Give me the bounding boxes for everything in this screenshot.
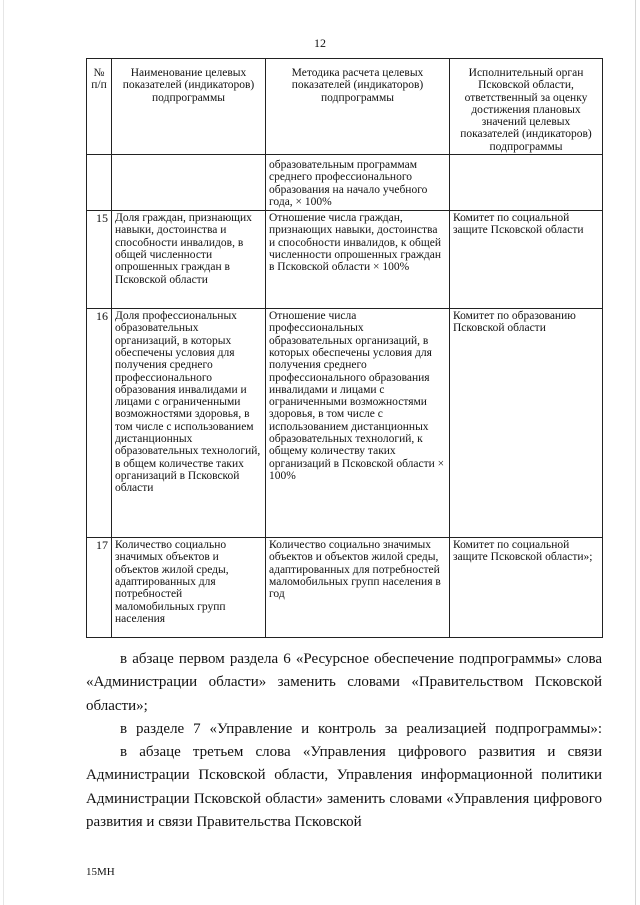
table-cell-method: образовательным программам среднего профессионального образования на начало учебного года, × 100% <box>266 155 450 211</box>
table-cell-name: Доля профессиональных образовательных организаций, в которых обеспечены условия для получения среднего профессионального образования инвалидами и лицами с ограниченными возможностями здоровья, в том числе с использованием дистанционных образовательных технологий, в общем количестве таких организаций в Псковской области <box>112 309 266 538</box>
scan-edge-left <box>3 0 4 905</box>
table-cell-num: 15 <box>87 211 112 309</box>
page-number: 12 <box>314 36 326 50</box>
header-calculation-method: Методика расчета целевых показателей (индикаторов) подпрограммы <box>266 59 450 155</box>
header-indicator-name: Наименование целевых показателей (индикаторов) подпрограммы <box>112 59 266 155</box>
table-row <box>87 538 603 638</box>
table-cell-org: Комитет по социальной защите Псковской области»; <box>450 538 603 638</box>
body-text <box>86 648 602 834</box>
table-cell-name: Количество социально значимых объектов и объектов жилой среды, адаптированных для потребностей маломобильных групп населения <box>112 538 266 638</box>
footer-code: 15МН <box>86 866 115 878</box>
table-cell-method: Отношение числа граждан, признающих навыки, достоинства и способности инвалидов, к общей численности опрошенных граждан в Псковской области × 100% <box>266 211 450 309</box>
table-cell-method: Количество социально значимых объектов и объектов жилой среды, адаптированных для потребностей маломобильных групп населения в год <box>266 538 450 638</box>
table-cell-num: 16 <box>87 309 112 538</box>
table-cell-name: Доля граждан, признающих навыки, достоинства и способности инвалидов, в общей численности опрошенных граждан в Псковской области <box>112 211 266 309</box>
table-cell-method: Отношение числа профессиональных образовательных организаций, в которых обеспечены условия для получения среднего профессионального образования инвалидами и лицами с ограниченными возможностями здоровья, в том числе с использованием дистанционных образовательных технологий, к общему количеству таких организаций в Псковской области × 100% <box>266 309 450 538</box>
paragraph-section7: в разделе 7 «Управление и контроль за реализацией подпрограммы»: <box>120 720 602 737</box>
table-cell-empty <box>450 155 603 211</box>
paragraph-amendment: в абзаце третьем слова «Управления цифрового развития и связи Администрации Псковской области, Управления информационной политики Администрации Псковской области» заменить словами «Управления цифрового развития и связи Правительства Псковской <box>86 744 602 831</box>
table-row-continuation <box>87 155 603 211</box>
indicators-table <box>86 58 603 638</box>
table-cell-org: Комитет по образованию Псковской области <box>450 309 603 538</box>
table-cell-empty <box>87 155 112 211</box>
paragraph-section6: в абзаце первом раздела 6 «Ресурсное обеспечение подпрограммы» слова «Администрации области» заменить словами «Правительством Псковской области»; <box>86 651 602 714</box>
table-row <box>87 309 603 538</box>
scan-edge-right <box>635 0 636 905</box>
table-row <box>87 211 603 309</box>
header-num: № п/п <box>87 59 112 155</box>
table-cell-num: 17 <box>87 538 112 638</box>
table-cell-org: Комитет по социальной защите Псковской области <box>450 211 603 309</box>
header-responsible-body: Исполнительный орган Псковской области, ответственный за оценку достижения плановых значений целевых показателей (индикаторов) подпрограммы <box>450 59 603 155</box>
table-header-row <box>87 59 603 155</box>
table-cell-empty <box>112 155 266 211</box>
